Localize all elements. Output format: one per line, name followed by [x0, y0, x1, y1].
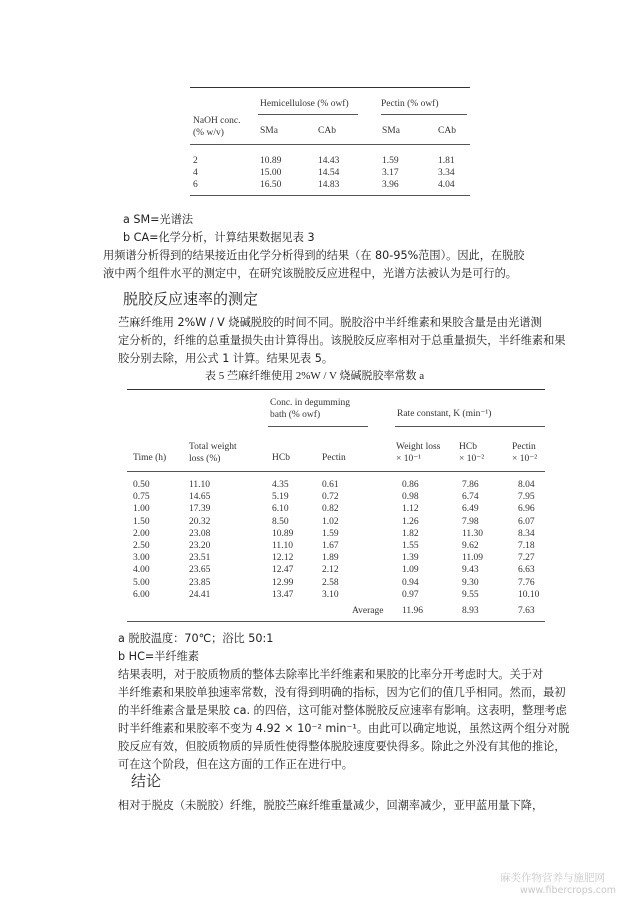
t4-sub-sm-1: SMa — [260, 126, 278, 136]
t5-cell: 1.50 — [133, 516, 150, 527]
t5-cell: 0.61 — [322, 480, 339, 490]
note-sm: a SM=光谱法 — [123, 213, 194, 226]
t4-cell: 6 — [193, 180, 198, 190]
t5-cell: 7.86 — [462, 480, 479, 490]
paragraph-line: 半纤维素和果胶单独速率常数，没有得到明确的指标，因为它们的值几乎相同。然而，最初 — [118, 686, 566, 699]
t5-cell: 1.09 — [402, 565, 419, 576]
t5-cell: 23.08 — [189, 528, 211, 539]
paragraph-2 — [118, 314, 566, 368]
t4-cell: 15.00 — [260, 168, 282, 178]
t5-cell: 8.04 — [518, 480, 535, 490]
paragraph-line: 苎麻纤维用 2%W / V 烧碱脱胶的时间不同。脱胶浴中半纤维素和果胶含量是由光谱测 — [118, 316, 542, 329]
t4-col0-line2: (% w/v) — [193, 128, 224, 138]
t4-group-pectin: Pectin (% owf) — [381, 99, 439, 109]
watermark-url: www.fibercrops.com — [520, 885, 617, 896]
paragraph-line: 结果表明，对于胶质物质的整体去除率比半纤维素和果胶的比率分开考虑时大。关于对 — [118, 668, 544, 681]
t5-cell: 6.10 — [272, 504, 289, 515]
t5-cell: 1.82 — [402, 528, 419, 539]
t5-cell: 5.00 — [133, 577, 150, 588]
t5-cell: 0.97 — [402, 589, 419, 600]
t4-cell: 14.54 — [318, 168, 340, 178]
t4-cell: 3.96 — [382, 180, 399, 190]
t5-cell: 12.47 — [272, 565, 294, 576]
t5-cell: 13.47 — [272, 589, 294, 600]
t4-sub-ca-1: CAb — [318, 126, 336, 136]
t4-cell: 4.04 — [438, 180, 455, 190]
t5-cell: 6.00 — [133, 589, 150, 600]
t5-group-conc-2: bath (% owf) — [270, 410, 321, 420]
t5-cell: 8.34 — [518, 528, 535, 539]
t4-sub-ca-2: CAb — [438, 126, 456, 136]
t5-average-label: Average — [352, 606, 384, 616]
t4-cell: 14.43 — [318, 156, 340, 166]
t4-cell: 10.89 — [260, 156, 282, 166]
t5-cell: 6.07 — [518, 516, 535, 527]
t5-average-pectin: 7.63 — [518, 606, 535, 616]
t5-cell: 3.10 — [322, 589, 339, 600]
t4-cell: 1.81 — [438, 156, 455, 166]
t5-cell: 11.10 — [189, 480, 211, 490]
t5-cell: 4.35 — [272, 480, 289, 490]
t5-cell: 0.82 — [322, 504, 339, 515]
t5-col-hc-rate: HCb × 10⁻² — [459, 442, 485, 464]
t5-cell: 1.26 — [402, 516, 419, 527]
t5-cell: 8.50 — [272, 516, 289, 527]
note-hc: b HC=半纤维素 — [118, 650, 200, 663]
t5-cell: 9.62 — [462, 541, 479, 551]
t5-average-wl: 11.96 — [402, 606, 424, 616]
t5-cell: 23.65 — [189, 565, 211, 576]
t5-cell: 5.19 — [272, 492, 289, 503]
t5-cell: 1.00 — [133, 504, 150, 515]
t5-cell: 9.30 — [462, 577, 479, 588]
paragraph-line: 相对于脱皮（未脱胶）纤维，脱胶苎麻纤维重量减少，回潮率减少，亚甲蓝用量下降， — [118, 799, 544, 812]
t5-cell: 1.02 — [322, 516, 339, 527]
t4-cell: 1.59 — [382, 156, 399, 166]
t5-cell: 0.98 — [402, 492, 419, 503]
table-5-caption: 表 5 苎麻纤维使用 2%W / V 烧碱脱胶率常数 a — [205, 370, 425, 382]
t5-cell: 6.63 — [518, 565, 535, 576]
paragraph-line: 时半纤维素和果胶率不变为 4.92 × 10⁻² min⁻¹。由此可以确定地说，虽然这两个组分对脱 — [118, 722, 570, 735]
t4-cell: 4 — [193, 168, 198, 178]
t5-cell: 6.49 — [462, 504, 479, 515]
t5-cell: 11.30 — [462, 528, 484, 539]
t5-cell: 4.00 — [133, 565, 150, 576]
paragraph-3 — [118, 666, 570, 774]
t5-cell: 7.98 — [462, 516, 479, 527]
t5-cell: 1.67 — [322, 541, 339, 551]
t5-cell: 7.95 — [518, 492, 535, 503]
t5-cell: 1.55 — [402, 541, 419, 551]
watermark-text: 麻类作物营养与施肥网 — [500, 872, 605, 884]
t4-cell: 2 — [193, 156, 198, 166]
paragraph-line: 胶分别去除，用公式 1 计算。结果见表 5。 — [118, 352, 334, 365]
paragraph-line: 用频谱分析得到的结果接近由化学分析得到的结果（在 80-95%范围）。因此，在脱胶 — [103, 249, 525, 262]
t5-cell: 0.86 — [402, 480, 419, 490]
t5-cell: 1.89 — [322, 553, 339, 564]
paragraph-1 — [103, 247, 543, 283]
t5-average-hc: 8.93 — [462, 606, 479, 616]
t5-col-pectin-rate: Pectin × 10⁻² — [512, 442, 538, 464]
t4-col0-line1: NaOH conc. — [193, 116, 241, 126]
t5-cell: 10.10 — [518, 589, 540, 600]
section-heading-rate: 脱胶反应速率的测定 — [123, 292, 259, 308]
paragraph-line: 可在这个阶段，但在这方面的工作正在进行中。 — [118, 758, 353, 771]
t5-cell: 23.51 — [189, 553, 211, 564]
t5-cell: 1.59 — [322, 528, 339, 539]
t5-cell: 2.12 — [322, 565, 339, 576]
t5-cell: 23.85 — [189, 577, 211, 588]
t4-group-hemicellulose: Hemicellulose (% owf) — [260, 99, 349, 109]
t5-col-total-weight: Total weight loss (%) — [189, 442, 237, 464]
note-ca: b CA=化学分析，计算结果数据见表 3 — [123, 231, 315, 244]
t5-cell: 12.99 — [272, 577, 294, 588]
t5-cell: 24.41 — [189, 589, 211, 600]
t5-cell: 0.72 — [322, 492, 339, 503]
t5-cell: 0.75 — [133, 492, 150, 503]
t5-cell: 11.09 — [462, 553, 484, 564]
t5-cell: 2.50 — [133, 541, 150, 551]
t5-cell: 10.89 — [272, 528, 294, 539]
t5-col-hc: HCb — [272, 453, 290, 463]
t5-cell: 0.50 — [133, 480, 150, 490]
t5-cell: 2.00 — [133, 528, 150, 539]
paragraph-line: 定分析的，纤维的总重量损失由计算得出。该脱胶反应率相对于总重量损失，半纤维素和果 — [118, 334, 566, 347]
t5-cell: 7.76 — [518, 577, 535, 588]
t5-cell: 2.58 — [322, 577, 339, 588]
t5-cell: 6.74 — [462, 492, 479, 503]
t4-cell: 14.83 — [318, 180, 340, 190]
t4-cell: 3.34 — [438, 168, 455, 178]
t5-cell: 9.55 — [462, 589, 479, 600]
t5-col-time: Time (h) — [133, 453, 167, 463]
t4-cell: 16.50 — [260, 180, 282, 190]
t4-sub-sm-2: SMa — [382, 126, 400, 136]
t5-cell: 0.94 — [402, 577, 419, 588]
paragraph-4 — [118, 797, 558, 815]
t5-cell: 9.43 — [462, 565, 479, 576]
t5-cell: 3.00 — [133, 553, 150, 564]
t5-cell: 7.27 — [518, 553, 535, 564]
t5-cell: 1.39 — [402, 553, 419, 564]
t5-cell: 17.39 — [189, 504, 211, 515]
t5-cell: 12.12 — [272, 553, 294, 564]
t5-cell: 6.96 — [518, 504, 535, 515]
t5-cell: 20.32 — [189, 516, 211, 527]
t5-cell: 23.20 — [189, 541, 211, 551]
paragraph-line: 液中两个组件水平的测定中，在研究该脱胶反应进程中，光谱方法被认为是可行的。 — [103, 267, 517, 280]
t5-cell: 14.65 — [189, 492, 211, 503]
note-temperature: a 脱胶温度：70℃；浴比 50:1 — [118, 632, 274, 645]
t5-col-pectin: Pectin — [322, 453, 346, 463]
t5-group-rate: Rate constant, K (min⁻¹) — [397, 409, 492, 419]
section-heading-conclusion: 结论 — [131, 774, 162, 790]
paragraph-line: 胶反应有效，但胶质物质的异质性使得整体脱胶速度要快得多。除此之外没有其他的推论， — [118, 740, 566, 753]
t5-col-weight-loss: Weight loss × 10⁻¹ — [396, 442, 441, 464]
t5-cell: 1.12 — [402, 504, 419, 515]
t4-cell: 3.17 — [382, 168, 399, 178]
t5-cell: 11.10 — [272, 541, 294, 551]
t5-cell: 7.18 — [518, 541, 535, 551]
t5-group-conc-1: Conc. in degumming — [270, 398, 350, 408]
paragraph-line: 的半纤维素含量是果胶 ca. 的四倍，这可能对整体脱胶反应速率有影响。这表明，整理考虑 — [118, 704, 567, 717]
